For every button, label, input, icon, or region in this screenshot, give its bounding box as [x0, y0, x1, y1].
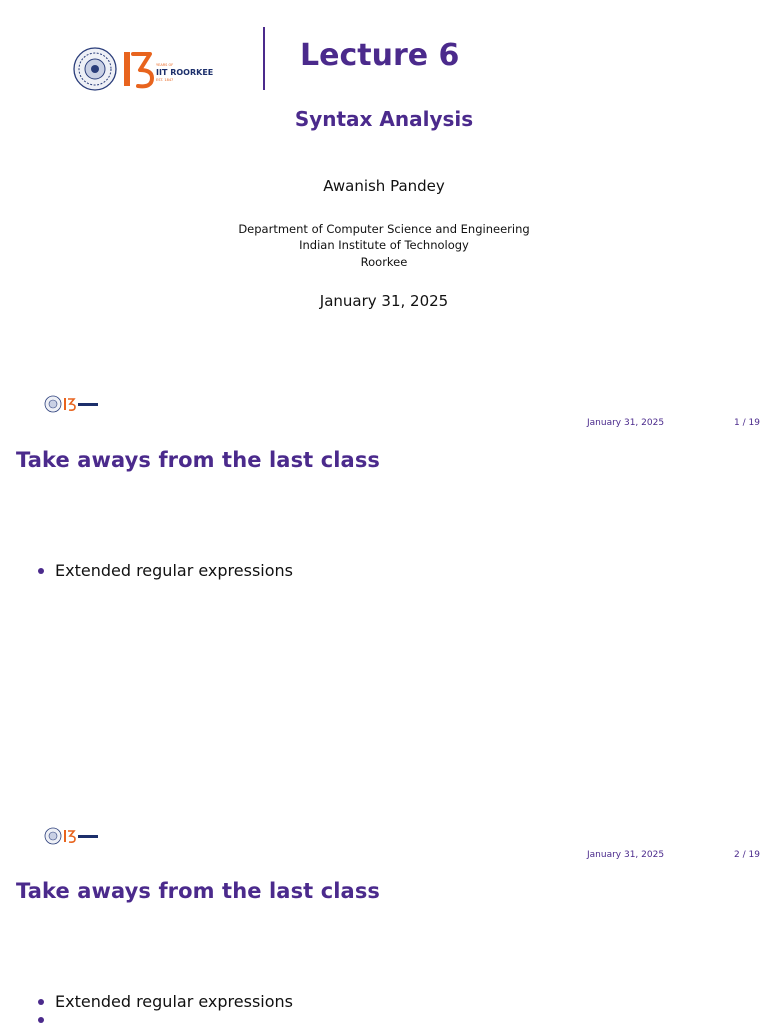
lecture-subtitle: Syntax Analysis — [294, 107, 474, 131]
lecture-title: Lecture 6 — [300, 38, 460, 73]
author-name: Awanish Pandey — [323, 177, 445, 195]
list-item-partial — [38, 1017, 55, 1023]
bullet-icon — [38, 1017, 44, 1023]
iit-roorkee-logo — [72, 46, 212, 92]
institute-line-1: Department of Computer Science and Engineering — [238, 222, 530, 236]
institute-line-3: Roorkee — [360, 255, 408, 269]
footer-logo-icon — [44, 827, 100, 845]
institute-line-2: Indian Institute of Technology — [299, 238, 469, 252]
slide-title: Take aways from the last class — [16, 879, 381, 903]
logo-est-text: EST. 1847 — [156, 78, 174, 82]
presentation-date: January 31, 2025 — [319, 292, 449, 310]
footer-date: January 31, 2025 — [587, 850, 665, 860]
footer-page-number: 2 / 19 — [734, 850, 760, 860]
footer-date: January 31, 2025 — [587, 418, 665, 428]
list-item — [38, 561, 293, 580]
bullet-text: Extended regular expressions — [55, 992, 293, 1011]
slide-title: Take aways from the last class — [16, 448, 381, 472]
list-item — [38, 992, 293, 1011]
bullet-icon — [38, 999, 44, 1005]
bullet-icon — [38, 568, 44, 574]
logo-name-text: IIT ROORKEE — [156, 68, 214, 77]
bullet-text: Extended regular expressions — [55, 561, 293, 580]
logo-years-text: YEARS OF — [156, 63, 174, 67]
footer-page-number: 1 / 19 — [734, 418, 760, 428]
footer-logo-icon — [44, 395, 100, 413]
title-divider — [263, 27, 265, 90]
